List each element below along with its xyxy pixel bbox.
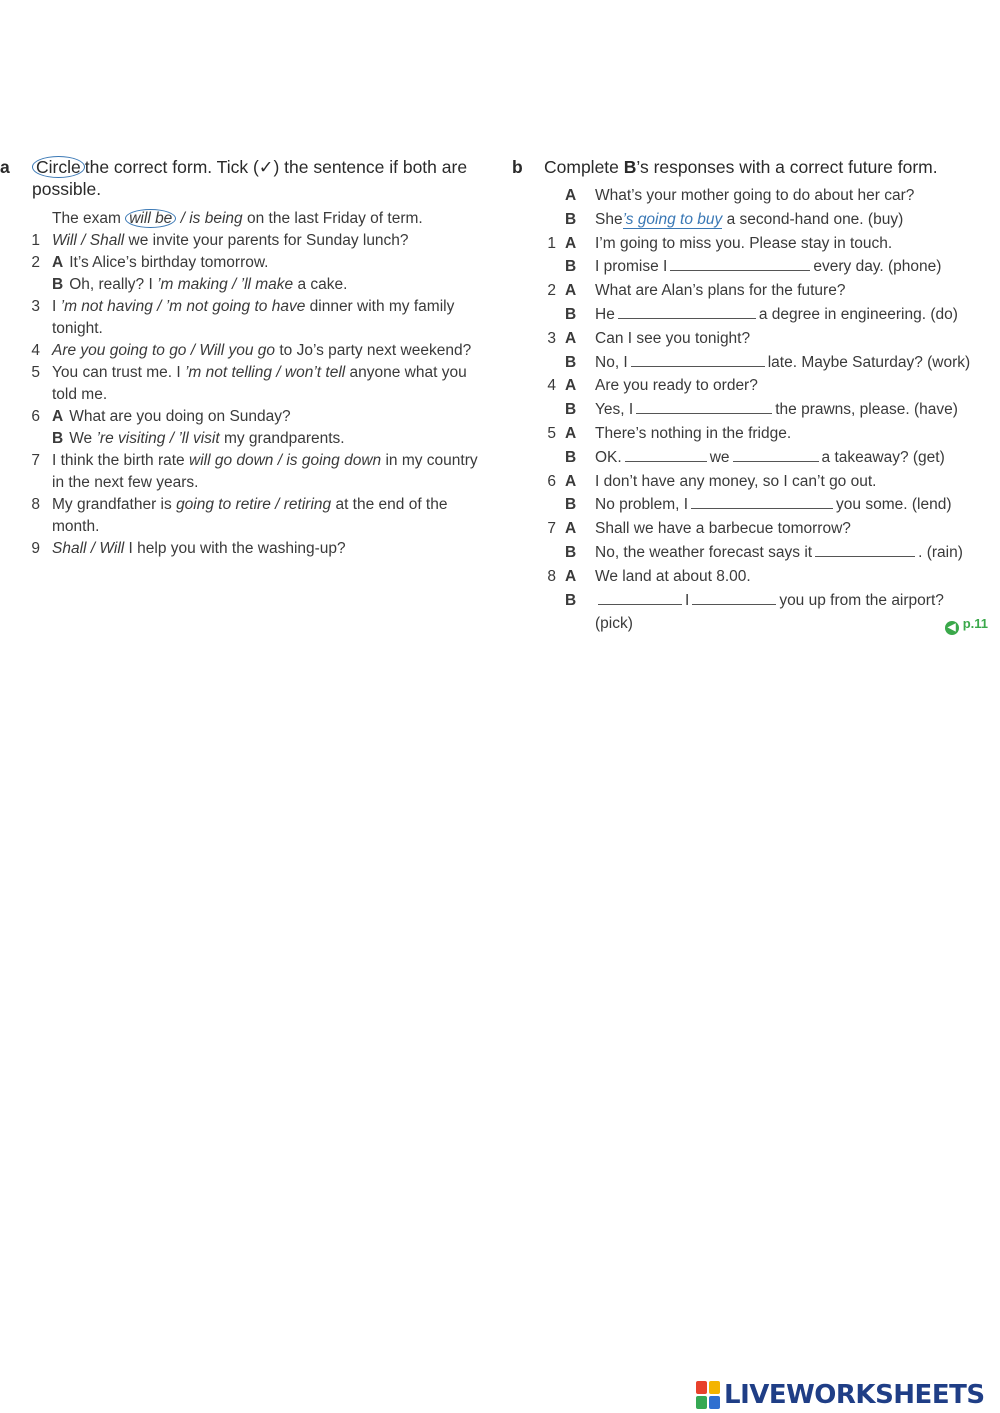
sentence-text: dinner with my family tonight. — [52, 298, 455, 337]
choice-options[interactable]: Are you going to go / Will you go — [52, 342, 276, 359]
circled-word: Circle — [32, 156, 85, 178]
instruction-bold: B — [623, 157, 637, 177]
dialogue-row — [512, 446, 992, 470]
choice-options[interactable]: Will / Shall — [52, 232, 125, 249]
sentence-text: We land at about 8.00. — [595, 567, 751, 585]
example-separator: / — [176, 210, 190, 227]
instruction-text: the correct form. Tick (✓) the sentence if both are possible. — [32, 157, 468, 199]
dialogue-text — [595, 232, 892, 256]
dialogue-text — [595, 398, 958, 422]
sentence-text: to Jo’s party next weekend? — [275, 342, 472, 359]
item-text — [52, 230, 478, 252]
choice-options[interactable]: Shall / Will — [52, 540, 125, 557]
sentence-text: we — [709, 448, 730, 466]
sentence-text: a second-hand one. (buy) — [722, 210, 904, 228]
list-item — [0, 538, 478, 560]
speaker-label: B — [565, 305, 577, 323]
speaker-label: B — [565, 353, 577, 371]
example-before: The exam — [52, 210, 121, 227]
dialogue-row — [512, 374, 992, 398]
example-option-1[interactable]: will be — [129, 210, 173, 227]
sentence-text: late. Maybe Saturday? (work) — [767, 353, 971, 371]
item-text — [52, 428, 478, 450]
instruction-text-end: ’s responses with a correct future form. — [636, 157, 938, 177]
sentence-text: You can trust me. I — [52, 364, 185, 381]
speaker-label: B — [565, 496, 577, 514]
speaker-label: B — [52, 276, 64, 293]
answer-blank[interactable] — [670, 256, 810, 271]
sentence-text: She — [595, 210, 623, 228]
sentence-text: I don’t have any money, so I can’t go out. — [595, 472, 877, 490]
sentence-text: I’m going to miss you. Please stay in touch. — [595, 234, 893, 252]
dialogue-row — [512, 184, 992, 208]
item-number: 2 — [31, 254, 40, 271]
item-number: 1 — [31, 232, 40, 249]
speaker-label: A — [565, 377, 577, 395]
logo-text: LIVEWORKSHEETS — [724, 1380, 985, 1410]
item-number: 5 — [31, 364, 40, 381]
sentence-text: in my country in the next few years. — [52, 452, 478, 491]
dialogue-row — [512, 493, 992, 517]
choice-options[interactable]: ’re visiting / ’ll visit — [96, 430, 220, 447]
page-reference[interactable] — [945, 612, 988, 636]
answer-blank[interactable] — [598, 590, 682, 605]
sentence-text: at the end of the month. — [52, 496, 448, 535]
example-sentence — [0, 208, 478, 230]
dialogue-text — [595, 541, 963, 565]
sentence-text: the prawns, please. (have) — [775, 401, 958, 419]
dialogue-text — [595, 327, 750, 351]
item-text — [52, 340, 478, 362]
item-number: 7 — [547, 520, 556, 538]
logo-icon — [696, 1381, 720, 1409]
choice-options[interactable]: ’m not telling / won’t tell — [184, 364, 346, 381]
sentence-text: Yes, I — [595, 401, 634, 419]
speaker-label: B — [565, 448, 577, 466]
sentence-text: I — [52, 298, 61, 315]
sentence-text: My grandfather is — [52, 496, 177, 513]
exercise-a-instruction — [0, 156, 478, 200]
dialogue-row — [512, 612, 992, 636]
list-item — [0, 450, 478, 494]
answer-blank[interactable] — [733, 447, 819, 462]
page-reference-label: p.11 — [962, 616, 988, 632]
list-item — [0, 252, 478, 274]
sentence-text: you up from the airport? — [779, 591, 944, 609]
dialogue-row — [512, 255, 992, 279]
sentence-text: I promise I — [595, 258, 668, 276]
speaker-label: B — [52, 430, 64, 447]
sentence-text: a degree in engineering. (do) — [758, 305, 958, 323]
liveworksheets-logo — [696, 1378, 985, 1412]
choice-options[interactable]: ’m making / ’ll make — [157, 276, 294, 293]
sentence-text: I help you with the washing-up? — [124, 540, 346, 557]
list-item — [0, 494, 478, 538]
item-text — [52, 362, 478, 406]
item-number: 6 — [31, 408, 40, 425]
dialogue-text — [595, 470, 876, 494]
sentence-text: No, I — [595, 353, 628, 371]
answer-blank[interactable] — [815, 542, 915, 557]
example-option-2[interactable]: is being — [189, 210, 243, 227]
speaker-label: B — [565, 401, 577, 419]
sentence-text: We — [69, 430, 97, 447]
speaker-label: A — [565, 234, 577, 252]
dialogue-row — [512, 565, 992, 589]
answer-blank[interactable] — [625, 447, 707, 462]
choice-options[interactable]: will go down / is going down — [189, 452, 382, 469]
sentence-text: you some. (lend) — [836, 496, 952, 514]
item-number: 4 — [31, 342, 40, 359]
sentence-text: a cake. — [293, 276, 348, 293]
item-text — [52, 450, 478, 494]
sentence-text: It’s Alice’s birthday tomorrow. — [69, 254, 269, 271]
sentence-text: I think the birth rate — [52, 452, 189, 469]
arrow-left-icon: ◀ — [945, 621, 959, 635]
dialogue-text — [595, 255, 941, 279]
dialogue-text — [595, 374, 758, 398]
answer-blank[interactable] — [636, 399, 772, 414]
dialogue-row — [512, 541, 992, 565]
instruction-text: Complete — [544, 157, 624, 177]
sentence-text: I — [685, 591, 690, 609]
sentence-text: No problem, I — [595, 496, 689, 514]
example-answer: ’s going to buy — [622, 210, 723, 228]
sentence-text: (pick) — [595, 615, 633, 633]
sentence-text: my grandparents. — [219, 430, 345, 447]
item-number: 3 — [547, 329, 556, 347]
sentence-text: What are you doing on Sunday? — [69, 408, 291, 425]
dialogue-row — [512, 279, 992, 303]
sentence-text: What’s your mother going to do about her car? — [595, 187, 915, 204]
item-number: 1 — [547, 234, 556, 252]
list-item — [0, 406, 478, 428]
answer-blank[interactable] — [691, 494, 833, 509]
item-number: 9 — [31, 540, 40, 557]
exercise-b — [512, 156, 992, 636]
dialogue-text — [595, 612, 633, 636]
dialogue-row — [512, 303, 992, 327]
item-number: 8 — [547, 567, 556, 585]
item-text — [52, 494, 478, 538]
item-number: 3 — [31, 298, 40, 315]
sentence-text: He — [595, 305, 615, 323]
dialogue-row — [512, 351, 992, 375]
item-text — [52, 274, 478, 296]
dialogue-row — [512, 327, 992, 351]
sentence-text: we invite your parents for Sunday lunch? — [124, 232, 409, 249]
sentence-text: What are Alan’s plans for the future? — [595, 282, 846, 300]
choice-options[interactable]: ’m not having / ’m not going to have — [60, 298, 306, 315]
list-item — [0, 362, 478, 406]
answer-blank[interactable] — [631, 352, 765, 367]
dialogue-text — [595, 422, 791, 446]
dialogue-text — [595, 208, 903, 232]
sentence-text: There’s nothing in the fridge. — [595, 424, 792, 442]
list-item — [0, 230, 478, 252]
dialogue-text — [595, 446, 945, 470]
dialogue-row — [512, 232, 992, 256]
sentence-text: . (rain) — [918, 543, 963, 561]
item-text — [52, 296, 478, 340]
dialogue-text — [595, 565, 751, 589]
speaker-label: B — [565, 210, 577, 228]
list-item — [0, 296, 478, 340]
speaker-label: B — [565, 591, 577, 609]
exercise-letter: b — [512, 157, 523, 177]
list-item — [0, 274, 478, 296]
sentence-text: OK. — [595, 448, 622, 466]
item-number: 6 — [547, 472, 556, 490]
dialogue-row — [512, 398, 992, 422]
sentence-text: Oh, really? I — [69, 276, 158, 293]
speaker-label: A — [565, 329, 577, 347]
item-number: 5 — [547, 424, 556, 442]
exercise-a — [0, 156, 478, 560]
sentence-text: anyone what you told me. — [52, 364, 467, 403]
item-text — [52, 252, 478, 274]
exercise-letter: a — [0, 157, 10, 177]
dialogue-text — [595, 184, 914, 208]
speaker-label: A — [565, 424, 577, 442]
sentence-text: Are you ready to order? — [595, 377, 758, 395]
speaker-label: A — [565, 567, 577, 585]
dialogue-text — [595, 279, 845, 303]
sentence-text: a takeaway? (get) — [821, 448, 945, 466]
sentence-text: Shall we have a barbecue tomorrow? — [595, 520, 851, 538]
item-number: 7 — [31, 452, 40, 469]
speaker-label: A — [565, 472, 577, 490]
speaker-label: A — [52, 254, 64, 271]
list-item — [0, 428, 478, 450]
choice-options[interactable]: going to retire / retiring — [176, 496, 332, 513]
dialogue-row — [512, 422, 992, 446]
sentence-text: No, the weather forecast says it — [595, 543, 813, 561]
dialogue-row — [512, 470, 992, 494]
speaker-label: A — [565, 187, 577, 204]
speaker-label: B — [565, 258, 577, 276]
dialogue-text — [595, 517, 851, 541]
dialogue-row — [512, 208, 992, 232]
dialogue-text — [595, 493, 952, 517]
dialogue-row — [512, 517, 992, 541]
example-after: on the last Friday of term. — [246, 210, 423, 227]
item-number: 8 — [31, 496, 40, 513]
answer-blank[interactable] — [692, 590, 776, 605]
speaker-label: A — [52, 408, 64, 425]
answer-blank[interactable] — [618, 304, 756, 319]
dialogue-text — [595, 351, 970, 375]
sentence-text: every day. (phone) — [813, 258, 942, 276]
list-item — [0, 340, 478, 362]
dialogue-text — [595, 303, 958, 327]
exercise-b-instruction — [512, 156, 992, 178]
item-number: 2 — [547, 282, 556, 300]
speaker-label: B — [565, 543, 577, 561]
item-text — [52, 538, 478, 560]
exercise-b-rows — [512, 184, 992, 636]
item-text — [52, 406, 478, 428]
exercise-a-items — [0, 230, 478, 560]
dialogue-text — [595, 589, 944, 613]
speaker-label: A — [565, 282, 577, 300]
sentence-text: Can I see you tonight? — [595, 329, 751, 347]
dialogue-row — [512, 589, 992, 613]
speaker-label: A — [565, 520, 577, 538]
item-number: 4 — [547, 377, 556, 395]
